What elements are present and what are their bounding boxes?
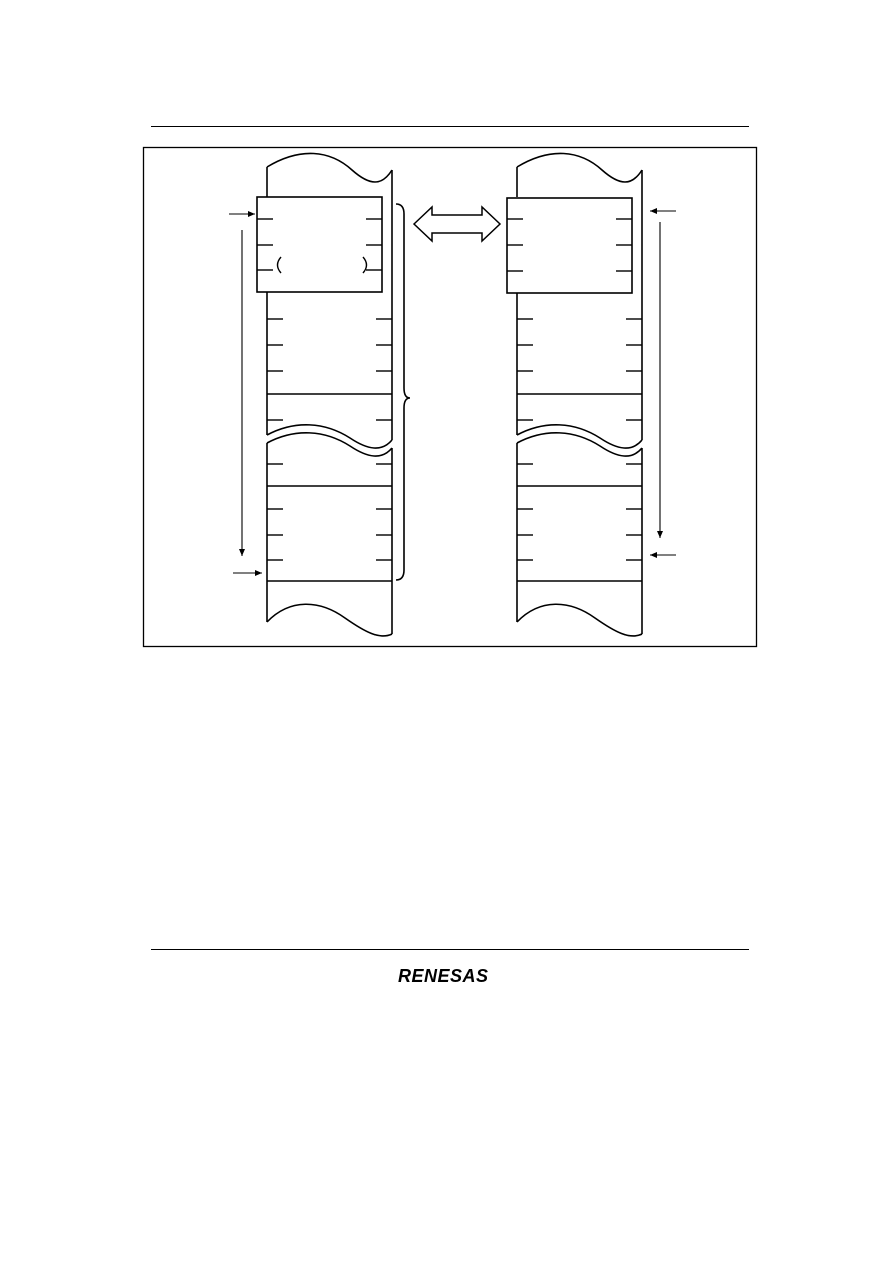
right-ticks-lower bbox=[517, 464, 642, 560]
left-middle-break-bottom bbox=[267, 433, 392, 456]
footer-rule bbox=[151, 949, 749, 950]
right-top-break bbox=[517, 153, 642, 182]
right-window-rect bbox=[507, 198, 632, 293]
left-ticks-upper bbox=[267, 319, 392, 420]
right-middle-break-bottom bbox=[517, 433, 642, 456]
right-bottom-break bbox=[517, 604, 642, 636]
left-window-rect bbox=[257, 197, 382, 292]
right-window-block bbox=[507, 198, 632, 293]
left-window-block bbox=[257, 197, 382, 292]
renesas-logo-text: RENESAS bbox=[398, 966, 489, 986]
left-bottom-break bbox=[267, 604, 392, 636]
left-range-brace bbox=[396, 204, 410, 580]
double-arrow-icon bbox=[414, 207, 500, 241]
left-top-break bbox=[267, 153, 392, 182]
renesas-logo bbox=[396, 963, 508, 987]
left-ticks-lower bbox=[267, 464, 392, 560]
right-ticks-upper bbox=[517, 319, 642, 420]
